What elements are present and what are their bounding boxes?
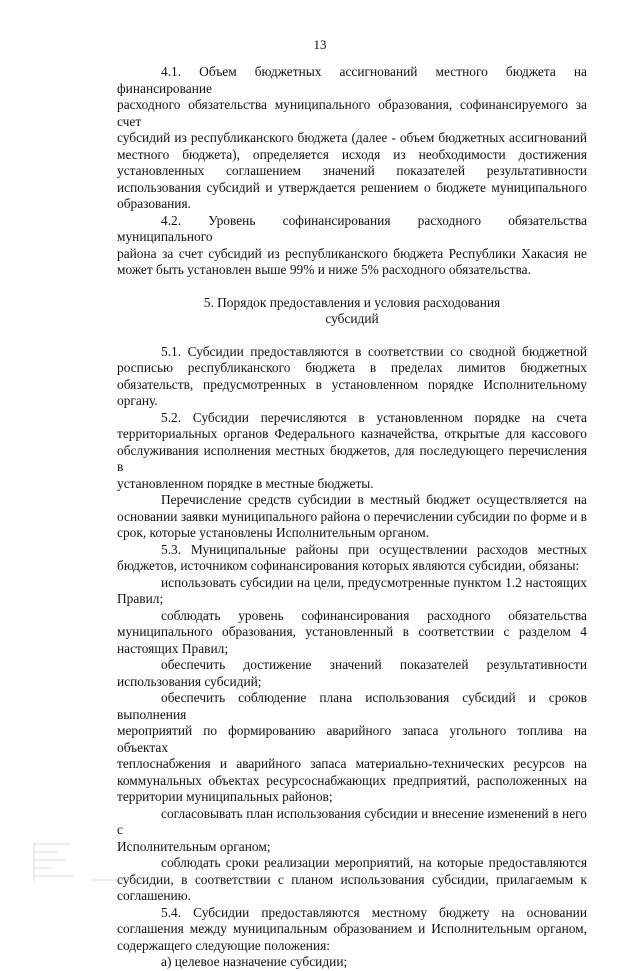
text-line: соглашению. [117, 888, 192, 903]
text-line: территориальных органов Федерального казначейства, открытые для кассового [117, 426, 587, 441]
text-line: содержащего следующие положения: [117, 937, 330, 953]
paragraph-p41 [117, 64, 587, 213]
text-line: установленных соглашением значений показателей результативности [117, 163, 587, 178]
text-line: 4.2. Уровень софинансирования расходного обязательства муниципального [117, 212, 587, 244]
text-line: района за счет субсидий из республиканского бюджета Республики Хакасия не [117, 245, 587, 261]
paragraph-p51 [117, 344, 587, 410]
text-line: использования субсидий; [117, 673, 262, 689]
text-line: 5.3. Муниципальные районы при осуществлении расходов местных [161, 541, 587, 557]
text-line: 5.4. Субсидии предоставляются местному бюджету на основании [161, 904, 587, 920]
text-line: использования субсидий и утверждается решением о бюджете муниципального [117, 179, 587, 195]
text-line: субсидий из республиканского бюджета (далее - объем бюджетных ассигнований [117, 130, 587, 145]
text-line: основании заявки муниципального района о перечислении субсидии по форме и в [117, 508, 587, 524]
document-body [117, 64, 587, 971]
paragraph-p53d [117, 690, 587, 806]
text-line: Перечисление средств субсидии в местный бюджет осуществляется на [161, 492, 587, 507]
text-line: коммунальных объектах ресурсоснабжающих предприятий, расположенных на [117, 772, 587, 788]
text-line: 5.2. Субсидии перечисляются в установленном порядке на счета [161, 409, 587, 425]
text-line: обслуживания исполнения местных бюджетов, для последующего перечисления в [117, 442, 587, 474]
text-line: обеспечить достижение значений показателей результативности [161, 657, 587, 672]
sections-before-heading [117, 64, 587, 279]
text-line: настоящих Правил; [117, 640, 229, 656]
text-line: использовать субсидии на цели, предусмотренные пунктом 1.2 настоящих [161, 574, 587, 590]
paragraph-p54a [117, 954, 587, 971]
text-line: Исполнительным органом; [117, 838, 271, 854]
paragraph-p53a [117, 575, 587, 608]
text-line: расходного обязательства муниципального образования, софинансируемого за счет [117, 97, 587, 129]
text-line: Правил; [117, 591, 164, 606]
text-line: соблюдать уровень софинансирования расходного обязательства [161, 607, 587, 623]
text-line: установленном порядке в местные бюджеты. [117, 475, 374, 491]
text-line: 4.1. Объем бюджетных ассигнований местного бюджета на финансирование [117, 64, 587, 96]
text-line: 5.1. Субсидии предоставляются в соответствии со сводной бюджетной [161, 343, 587, 359]
text-line: территории муниципальных районов; [117, 789, 333, 804]
paragraph-p53 [117, 542, 587, 575]
text-line: может быть установлен выше 99% и ниже 5% расходного обязательства. [117, 262, 531, 277]
text-line: бюджетов, источником софинансирования которых являются субсидии, обязаны: [117, 558, 580, 573]
paragraph-p53c [117, 657, 587, 690]
sections-after-heading [117, 344, 587, 971]
paragraph-p53f [117, 855, 587, 905]
text-line: обеспечить соблюдение плана использования субсидий и сроков выполнения [117, 690, 587, 722]
section-heading-line-1: 5. Порядок предоставления и условия расходования [203, 294, 501, 310]
text-line: теплоснабжения и аварийного запаса материально-технических ресурсов на [117, 756, 587, 771]
paragraph-p54 [117, 905, 587, 955]
paragraph-p42 [117, 213, 587, 279]
paragraph-p52 [117, 410, 587, 493]
text-line: субсидии, в соответствии с планом использования субсидии, прилагаемым к [117, 871, 587, 887]
paragraph-p53b [117, 608, 587, 658]
text-line: согласовывать план использования субсидии и внесение изменений в него с [117, 805, 587, 837]
text-line: росписью республиканского бюджета в пределах лимитов бюджетных [117, 360, 587, 375]
text-line: срок, которые установлены Исполнительным органом. [117, 525, 430, 540]
text-line: соблюдать сроки реализации мероприятий, на которые предоставляются [161, 855, 587, 870]
paragraph-p52b [117, 492, 587, 542]
text-line: мероприятий по формированию аварийного запаса угольного топлива на объектах [117, 723, 587, 755]
section-heading [117, 295, 587, 328]
text-line: муниципального образования, установленный в соответствии с разделом 4 [117, 624, 587, 639]
text-line: обязательств, предусмотренных в установленном порядке Исполнительному [117, 376, 587, 392]
page-number: 13 [313, 37, 327, 52]
text-line: местного бюджета), определяется исходя из необходимости достижения [117, 146, 587, 162]
text-line: а) целевое назначение субсидии; [161, 954, 348, 969]
text-line: органу. [117, 393, 158, 408]
faded-stamp-mark [30, 838, 150, 888]
paragraph-p53e [117, 806, 587, 856]
section-heading-line-2: субсидий [325, 311, 379, 326]
text-line: образования. [117, 196, 191, 211]
text-line: соглашения между муниципальным образованием и Исполнительным органом, [117, 921, 587, 936]
